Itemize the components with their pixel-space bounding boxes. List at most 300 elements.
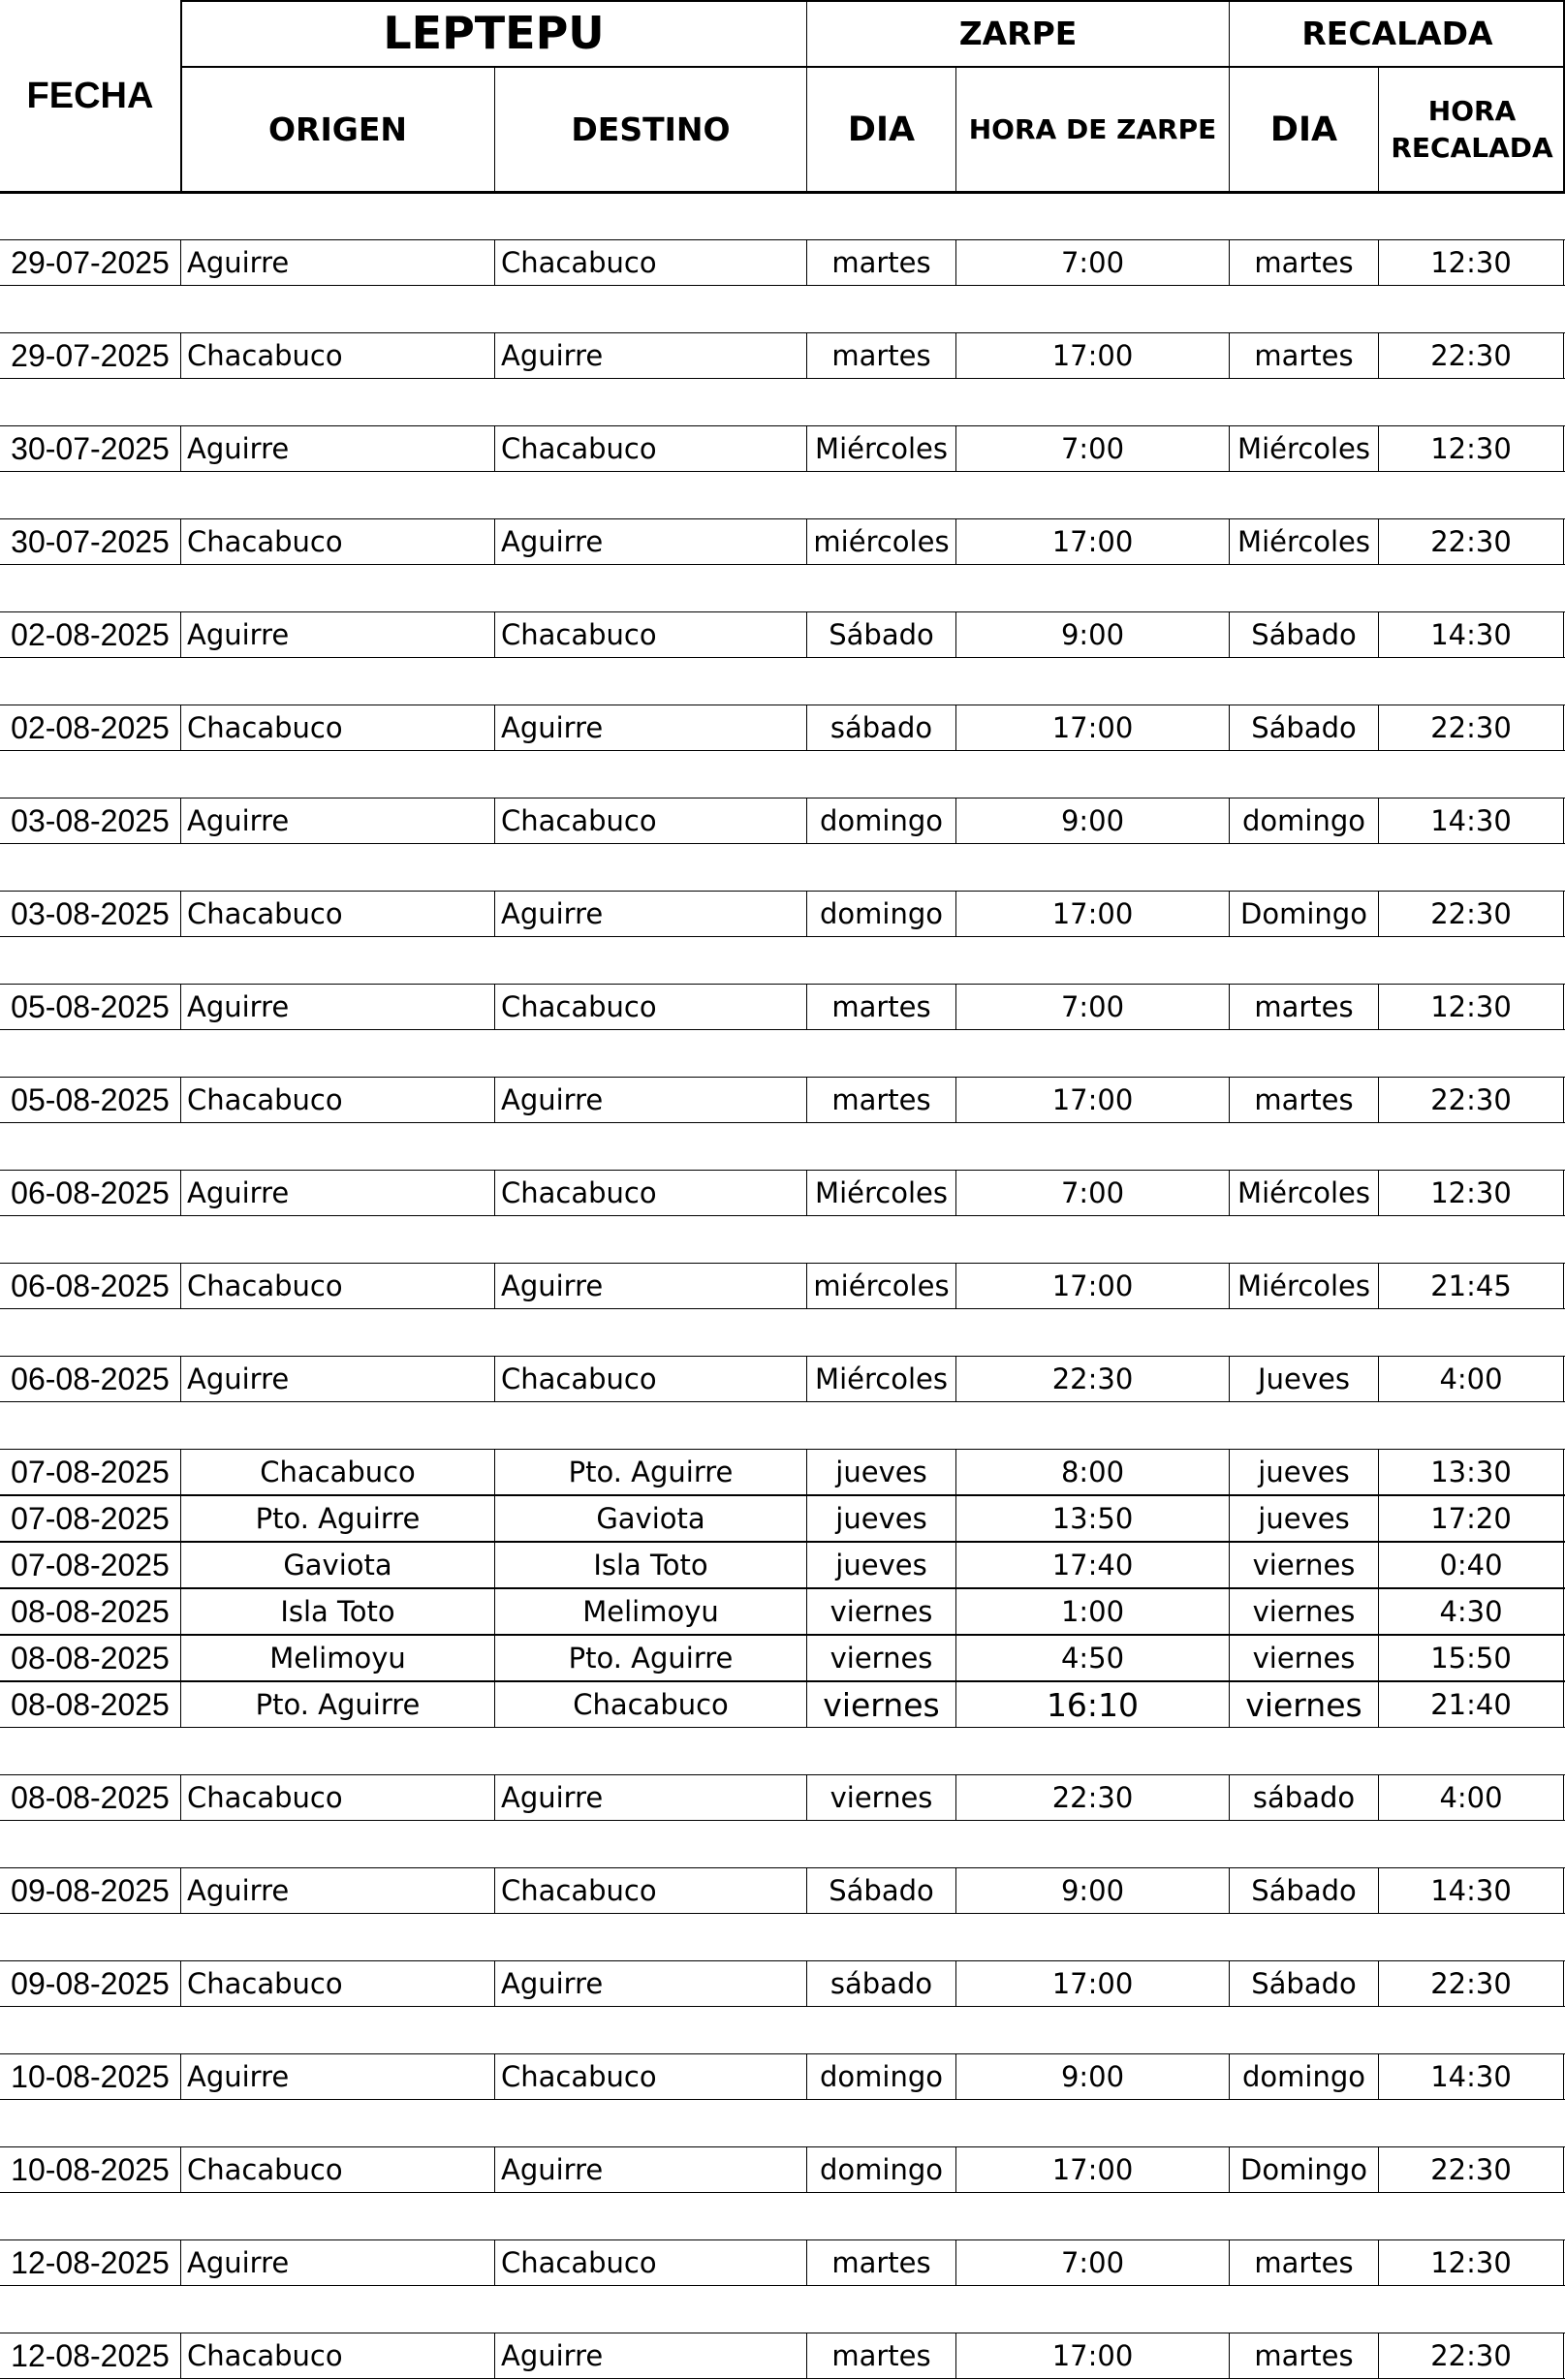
dia-zarpe-cell: Miércoles xyxy=(815,1362,948,1395)
hora-zarpe-cell: 17:00 xyxy=(1051,1967,1134,2000)
column-divider xyxy=(1563,612,1564,657)
column-divider xyxy=(955,1543,956,1587)
fecha-cell: 07-08-2025 xyxy=(11,1454,170,1489)
column-divider xyxy=(180,1543,181,1587)
column-divider xyxy=(1378,240,1379,285)
hora-recalada-cell: 13:30 xyxy=(1430,1456,1512,1488)
dia-zarpe-cell: miércoles xyxy=(813,525,950,558)
dia-recalada-cell: Sábado xyxy=(1251,1874,1357,1907)
column-divider xyxy=(806,240,807,285)
column-divider xyxy=(806,1636,807,1680)
column-divider xyxy=(494,1078,495,1122)
column-divider xyxy=(955,1357,956,1401)
column-divider xyxy=(1229,1682,1230,1727)
dia-recalada-cell: domingo xyxy=(1242,804,1365,837)
origen-cell: Aguirre xyxy=(187,2060,290,2093)
column-divider xyxy=(180,333,181,378)
hora-recalada-cell: 21:45 xyxy=(1430,1269,1512,1302)
dia-recalada-cell: viernes xyxy=(1252,1595,1356,1628)
column-divider xyxy=(1229,1543,1230,1587)
fecha-cell: 05-08-2025 xyxy=(11,1081,170,1117)
column-divider xyxy=(806,1543,807,1587)
column-divider xyxy=(1563,333,1564,378)
fecha-cell: 08-08-2025 xyxy=(11,1593,170,1629)
column-divider xyxy=(955,1496,956,1541)
column-divider xyxy=(806,892,807,936)
column-divider xyxy=(494,1171,495,1215)
dia-recalada-cell: domingo xyxy=(1242,2060,1365,2093)
column-divider xyxy=(180,1775,181,1820)
fecha-cell: 10-08-2025 xyxy=(11,2058,170,2094)
column-divider xyxy=(955,426,956,471)
origen-cell: Chacabuco xyxy=(187,1083,343,1116)
column-divider xyxy=(806,1868,807,1913)
column-divider xyxy=(1378,333,1379,378)
dia-recalada-cell: viernes xyxy=(1252,1642,1356,1675)
table-row xyxy=(0,1170,1565,1216)
column-divider xyxy=(1563,1636,1564,1680)
column-divider xyxy=(180,2240,181,2285)
table-row xyxy=(0,1077,1565,1123)
column-divider xyxy=(1378,2240,1379,2285)
destino-cell: Aguirre xyxy=(501,897,604,930)
column-divider xyxy=(180,2147,181,2192)
column-divider xyxy=(1563,1264,1564,1308)
column-divider xyxy=(1229,1961,1230,2006)
destino-cell: Chacabuco xyxy=(501,2060,657,2093)
table-row xyxy=(0,611,1565,658)
column-divider xyxy=(955,1682,956,1727)
destino-cell: Chacabuco xyxy=(501,2246,657,2279)
origen-cell: Chacabuco xyxy=(187,1967,343,2000)
dia-zarpe-cell: Sábado xyxy=(829,1874,934,1907)
fecha-cell: 09-08-2025 xyxy=(11,1872,170,1908)
column-divider xyxy=(180,519,181,564)
column-divider xyxy=(1378,612,1379,657)
column-divider xyxy=(1229,612,1230,657)
header-hora-zarpe: HORA DE ZARPE xyxy=(968,113,1217,145)
column-divider xyxy=(1563,1078,1564,1122)
header-dia-recalada: DIA xyxy=(1269,110,1338,149)
header-leptepu: LEPTEPU xyxy=(383,7,605,59)
column-divider xyxy=(494,426,495,471)
destino-cell: Chacabuco xyxy=(573,1688,729,1721)
column-divider xyxy=(180,1961,181,2006)
column-divider xyxy=(955,892,956,936)
column-divider xyxy=(1229,1496,1230,1541)
destino-cell: Aguirre xyxy=(501,1083,604,1116)
fecha-cell: 03-08-2025 xyxy=(11,895,170,931)
dia-recalada-cell: viernes xyxy=(1245,1685,1362,1724)
origen-cell: Aguirre xyxy=(187,246,290,279)
column-divider xyxy=(1378,1543,1379,1587)
hora-zarpe-cell: 22:30 xyxy=(1051,1781,1134,1814)
fecha-cell: 10-08-2025 xyxy=(11,2151,170,2187)
column-divider xyxy=(1563,1543,1564,1587)
hora-zarpe-cell: 17:00 xyxy=(1051,2339,1134,2372)
column-divider xyxy=(1229,705,1230,750)
column-divider xyxy=(806,1682,807,1727)
destino-cell: Aguirre xyxy=(501,525,604,558)
column-divider xyxy=(1378,519,1379,564)
destino-cell: Aguirre xyxy=(501,2153,604,2186)
dia-zarpe-cell: Sábado xyxy=(829,618,934,651)
column-divider xyxy=(1378,892,1379,936)
dia-zarpe-cell: jueves xyxy=(835,1549,927,1581)
dia-zarpe-cell: viernes xyxy=(823,1685,940,1724)
fecha-cell: 07-08-2025 xyxy=(11,1547,170,1582)
column-divider xyxy=(955,1961,956,2006)
column-divider xyxy=(494,333,495,378)
header-origen: ORIGEN xyxy=(268,110,407,148)
origen-cell: Chacabuco xyxy=(187,2339,343,2372)
hora-recalada-cell: 14:30 xyxy=(1430,804,1512,837)
column-divider xyxy=(180,1589,181,1634)
column-divider xyxy=(494,519,495,564)
column-divider xyxy=(1229,1264,1230,1308)
dia-zarpe-cell: martes xyxy=(831,339,931,372)
column-divider xyxy=(1378,1868,1379,1913)
column-divider xyxy=(806,1357,807,1401)
column-divider xyxy=(955,1775,956,1820)
hora-recalada-cell: 12:30 xyxy=(1430,1176,1512,1209)
hora-zarpe-cell: 17:00 xyxy=(1051,897,1134,930)
header-destino: DESTINO xyxy=(571,110,731,148)
hora-zarpe-cell: 7:00 xyxy=(1060,432,1125,465)
column-divider xyxy=(180,1868,181,1913)
dia-recalada-cell: sábado xyxy=(1252,1781,1356,1814)
column-divider xyxy=(1378,2054,1379,2099)
destino-cell: Aguirre xyxy=(501,1967,604,2000)
table-row xyxy=(0,1774,1565,1821)
fecha-cell: 30-07-2025 xyxy=(11,523,170,559)
header-divider-6 xyxy=(1378,67,1379,192)
dia-zarpe-cell: martes xyxy=(831,2246,931,2279)
column-divider xyxy=(180,1496,181,1541)
hora-recalada-cell: 4:00 xyxy=(1439,1362,1503,1395)
column-divider xyxy=(1229,799,1230,843)
column-divider xyxy=(1563,2147,1564,2192)
dia-zarpe-cell: domingo xyxy=(820,897,943,930)
fecha-cell: 30-07-2025 xyxy=(11,430,170,466)
column-divider xyxy=(1229,1636,1230,1680)
column-divider xyxy=(1378,2147,1379,2192)
origen-cell: Chacabuco xyxy=(187,525,343,558)
hora-recalada-cell: 22:30 xyxy=(1430,525,1512,558)
destino-cell: Aguirre xyxy=(501,1781,604,1814)
column-divider xyxy=(1229,1868,1230,1913)
column-divider xyxy=(955,240,956,285)
hora-zarpe-cell: 17:00 xyxy=(1051,711,1134,744)
origen-cell: Aguirre xyxy=(187,990,290,1023)
fecha-cell: 08-08-2025 xyxy=(11,1640,170,1675)
column-divider xyxy=(494,1496,495,1541)
fecha-cell: 06-08-2025 xyxy=(11,1174,170,1210)
dia-recalada-cell: martes xyxy=(1254,2339,1354,2372)
column-divider xyxy=(494,985,495,1029)
column-divider xyxy=(1378,1264,1379,1308)
destino-cell: Aguirre xyxy=(501,339,604,372)
column-divider xyxy=(180,1450,181,1494)
hora-zarpe-cell: 9:00 xyxy=(1060,1874,1125,1907)
fecha-cell: 12-08-2025 xyxy=(11,2244,170,2280)
hora-zarpe-cell: 17:00 xyxy=(1051,525,1134,558)
column-divider xyxy=(1229,519,1230,564)
column-divider xyxy=(1378,1682,1379,1727)
column-divider xyxy=(180,2333,181,2378)
column-divider xyxy=(494,1357,495,1401)
hora-recalada-cell: 12:30 xyxy=(1430,246,1512,279)
table-row xyxy=(0,1495,1565,1542)
column-divider xyxy=(955,1171,956,1215)
hora-zarpe-cell: 17:00 xyxy=(1051,1269,1134,1302)
table-row xyxy=(0,2239,1565,2286)
hora-recalada-cell: 15:50 xyxy=(1430,1642,1512,1675)
header-rule-mid xyxy=(180,66,1565,68)
destino-cell: Aguirre xyxy=(501,1269,604,1302)
column-divider xyxy=(1229,2147,1230,2192)
column-divider xyxy=(494,1868,495,1913)
header-recalada: RECALADA xyxy=(1301,14,1493,52)
column-divider xyxy=(1563,985,1564,1029)
column-divider xyxy=(1563,1450,1564,1494)
header-divider-2 xyxy=(494,67,495,192)
column-divider xyxy=(1378,985,1379,1029)
hora-zarpe-cell: 4:50 xyxy=(1060,1642,1125,1675)
column-divider xyxy=(806,1496,807,1541)
column-divider xyxy=(180,1078,181,1122)
column-divider xyxy=(494,892,495,936)
header-dia-zarpe: DIA xyxy=(847,110,916,149)
hora-recalada-cell: 22:30 xyxy=(1430,711,1512,744)
destino-cell: Chacabuco xyxy=(501,618,657,651)
fecha-cell: 03-08-2025 xyxy=(11,802,170,838)
dia-zarpe-cell: domingo xyxy=(820,2153,943,2186)
column-divider xyxy=(1229,2333,1230,2378)
hora-recalada-cell: 12:30 xyxy=(1430,2246,1512,2279)
origen-cell: Pto. Aguirre xyxy=(255,1688,421,1721)
origen-cell: Aguirre xyxy=(187,1176,290,1209)
destino-cell: Melimoyu xyxy=(582,1595,719,1628)
dia-recalada-cell: Domingo xyxy=(1240,897,1367,930)
column-divider xyxy=(1563,799,1564,843)
column-divider xyxy=(494,1961,495,2006)
table-row xyxy=(0,984,1565,1030)
dia-recalada-cell: Domingo xyxy=(1240,2153,1367,2186)
table-row xyxy=(0,2053,1565,2100)
hora-recalada-cell: 22:30 xyxy=(1430,339,1512,372)
hora-zarpe-cell: 17:00 xyxy=(1051,339,1134,372)
origen-cell: Melimoyu xyxy=(269,1642,406,1675)
hora-recalada-cell: 14:30 xyxy=(1430,618,1512,651)
column-divider xyxy=(494,612,495,657)
dia-recalada-cell: martes xyxy=(1254,2246,1354,2279)
column-divider xyxy=(494,2147,495,2192)
destino-cell: Chacabuco xyxy=(501,432,657,465)
column-divider xyxy=(1378,799,1379,843)
column-divider xyxy=(1378,1961,1379,2006)
origen-cell: Chacabuco xyxy=(187,2153,343,2186)
column-divider xyxy=(806,985,807,1029)
column-divider xyxy=(1563,1171,1564,1215)
hora-recalada-cell: 22:30 xyxy=(1430,2339,1512,2372)
column-divider xyxy=(1563,1682,1564,1727)
column-divider xyxy=(494,1543,495,1587)
fecha-cell: 02-08-2025 xyxy=(11,616,170,652)
destino-cell: Pto. Aguirre xyxy=(568,1456,734,1488)
origen-cell: Aguirre xyxy=(187,804,290,837)
column-divider xyxy=(806,333,807,378)
column-divider xyxy=(180,612,181,657)
column-divider xyxy=(1378,1171,1379,1215)
hora-recalada-cell: 12:30 xyxy=(1430,990,1512,1023)
column-divider xyxy=(180,426,181,471)
destino-cell: Chacabuco xyxy=(501,990,657,1023)
column-divider xyxy=(1378,1636,1379,1680)
column-divider xyxy=(1229,1775,1230,1820)
column-divider xyxy=(1378,1589,1379,1634)
column-divider xyxy=(806,2240,807,2285)
header-divider-1 xyxy=(180,0,182,192)
column-divider xyxy=(806,1264,807,1308)
fecha-cell: 08-08-2025 xyxy=(11,1686,170,1722)
fecha-cell: 06-08-2025 xyxy=(11,1361,170,1396)
dia-recalada-cell: viernes xyxy=(1252,1549,1356,1581)
column-divider xyxy=(494,240,495,285)
column-divider xyxy=(180,240,181,285)
column-divider xyxy=(494,1589,495,1634)
column-divider xyxy=(1378,426,1379,471)
dia-recalada-cell: Jueves xyxy=(1258,1362,1350,1395)
column-divider xyxy=(1378,1450,1379,1494)
dia-zarpe-cell: domingo xyxy=(820,804,943,837)
column-divider xyxy=(1229,2054,1230,2099)
hora-recalada-cell: 12:30 xyxy=(1430,432,1512,465)
column-divider xyxy=(955,1078,956,1122)
column-divider xyxy=(806,1775,807,1820)
origen-cell: Chacabuco xyxy=(187,1269,343,1302)
column-divider xyxy=(1563,1775,1564,1820)
column-divider xyxy=(1563,1589,1564,1634)
destino-cell: Pto. Aguirre xyxy=(568,1642,734,1675)
column-divider xyxy=(494,799,495,843)
column-divider xyxy=(180,799,181,843)
dia-zarpe-cell: martes xyxy=(831,1083,931,1116)
column-divider xyxy=(1229,426,1230,471)
hora-recalada-cell: 22:30 xyxy=(1430,897,1512,930)
origen-cell: Chacabuco xyxy=(187,339,343,372)
fecha-cell: 12-08-2025 xyxy=(11,2337,170,2373)
header-divider-3 xyxy=(806,0,807,192)
column-divider xyxy=(955,2147,956,2192)
hora-recalada-cell: 4:00 xyxy=(1439,1781,1503,1814)
hora-zarpe-cell: 9:00 xyxy=(1060,618,1125,651)
origen-cell: Pto. Aguirre xyxy=(255,1502,421,1535)
dia-zarpe-cell: viernes xyxy=(829,1781,933,1814)
table-row xyxy=(0,1542,1565,1588)
column-divider xyxy=(1378,2333,1379,2378)
column-divider xyxy=(1229,2240,1230,2285)
column-divider xyxy=(955,1636,956,1680)
dia-recalada-cell: Miércoles xyxy=(1237,525,1370,558)
column-divider xyxy=(1563,705,1564,750)
dia-zarpe-cell: miércoles xyxy=(813,1269,950,1302)
header-rule-top xyxy=(180,0,1565,2)
hora-recalada-cell: 22:30 xyxy=(1430,2153,1512,2186)
origen-cell: Aguirre xyxy=(187,1874,290,1907)
column-divider xyxy=(1229,1589,1230,1634)
header-hora-recalada: HORA RECALADA xyxy=(1391,94,1553,164)
fecha-cell: 08-08-2025 xyxy=(11,1779,170,1815)
dia-zarpe-cell: martes xyxy=(831,246,931,279)
dia-zarpe-cell: martes xyxy=(831,990,931,1023)
column-divider xyxy=(806,612,807,657)
destino-cell: Aguirre xyxy=(501,2339,604,2372)
column-divider xyxy=(180,705,181,750)
column-divider xyxy=(955,2054,956,2099)
column-divider xyxy=(1229,892,1230,936)
fecha-cell: 09-08-2025 xyxy=(11,1965,170,2001)
dia-zarpe-cell: sábado xyxy=(829,711,933,744)
destino-cell: Chacabuco xyxy=(501,804,657,837)
column-divider xyxy=(180,2054,181,2099)
column-divider xyxy=(806,799,807,843)
origen-cell: Isla Toto xyxy=(280,1595,395,1628)
column-divider xyxy=(1378,705,1379,750)
dia-recalada-cell: martes xyxy=(1254,246,1354,279)
origen-cell: Aguirre xyxy=(187,618,290,651)
column-divider xyxy=(494,2333,495,2378)
column-divider xyxy=(1563,2333,1564,2378)
table-row xyxy=(0,2333,1565,2379)
column-divider xyxy=(1378,1357,1379,1401)
fecha-cell: 29-07-2025 xyxy=(11,244,170,280)
hora-zarpe-cell: 16:10 xyxy=(1046,1685,1140,1724)
column-divider xyxy=(494,1636,495,1680)
origen-cell: Chacabuco xyxy=(260,1456,416,1488)
column-divider xyxy=(806,519,807,564)
column-divider xyxy=(180,1682,181,1727)
destino-cell: Chacabuco xyxy=(501,1362,657,1395)
fecha-cell: 29-07-2025 xyxy=(11,337,170,373)
destino-cell: Gaviota xyxy=(596,1502,705,1535)
column-divider xyxy=(1563,1496,1564,1541)
dia-recalada-cell: martes xyxy=(1254,990,1354,1023)
column-divider xyxy=(955,1589,956,1634)
dia-recalada-cell: Sábado xyxy=(1251,618,1357,651)
destino-cell: Chacabuco xyxy=(501,1874,657,1907)
header-fecha: FECHA xyxy=(26,75,154,116)
column-divider xyxy=(180,1264,181,1308)
hora-zarpe-cell: 13:50 xyxy=(1051,1502,1134,1535)
hora-zarpe-cell: 8:00 xyxy=(1060,1456,1125,1488)
column-divider xyxy=(955,985,956,1029)
hora-recalada-cell: 4:30 xyxy=(1439,1595,1503,1628)
fecha-cell: 02-08-2025 xyxy=(11,709,170,745)
column-divider xyxy=(180,985,181,1029)
column-divider xyxy=(806,1589,807,1634)
dia-zarpe-cell: martes xyxy=(831,2339,931,2372)
column-divider xyxy=(955,1264,956,1308)
dia-zarpe-cell: viernes xyxy=(829,1642,933,1675)
hora-recalada-cell: 22:30 xyxy=(1430,1967,1512,2000)
column-divider xyxy=(1563,426,1564,471)
table-row xyxy=(0,798,1565,844)
hora-recalada-cell: 21:40 xyxy=(1430,1688,1512,1721)
origen-cell: Aguirre xyxy=(187,432,290,465)
hora-zarpe-cell: 22:30 xyxy=(1051,1362,1134,1395)
hora-recalada-cell: 0:40 xyxy=(1439,1549,1503,1581)
